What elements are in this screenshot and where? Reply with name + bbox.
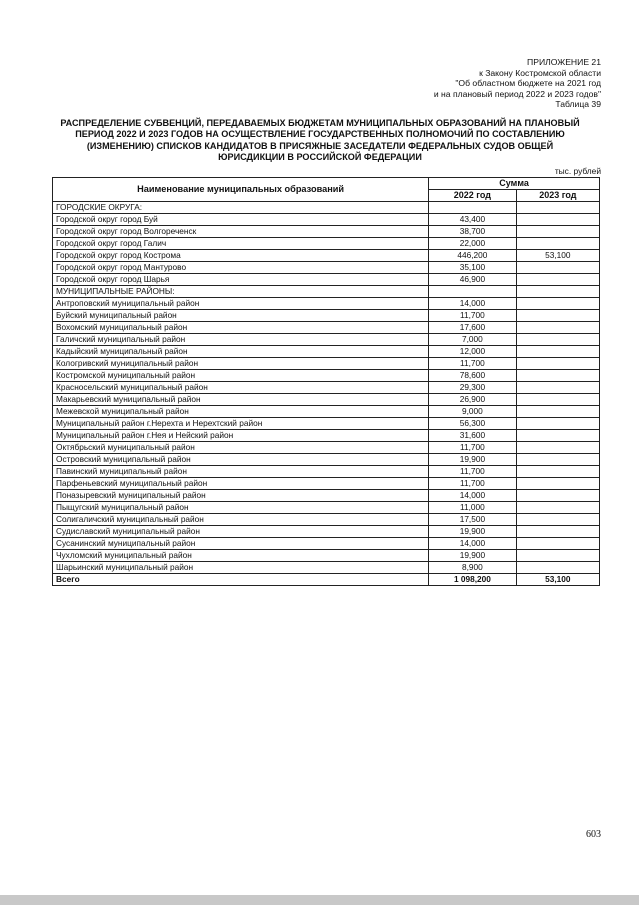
table-row <box>53 442 600 454</box>
column-header-2023: 2023 год <box>516 190 599 202</box>
table-row <box>53 454 600 466</box>
row-2023-cell <box>516 202 599 214</box>
table-row <box>53 490 600 502</box>
table-row <box>53 322 600 334</box>
table-row <box>53 226 600 238</box>
row-2023-cell <box>516 550 599 562</box>
total-2022: 1 098,200 <box>429 574 516 586</box>
row-2023-cell <box>516 430 599 442</box>
row-2022-cell: 11,700 <box>429 310 516 322</box>
table-row <box>53 514 600 526</box>
table-row <box>53 382 600 394</box>
row-2023-cell: 53,100 <box>516 250 599 262</box>
row-2022-cell: 17,600 <box>429 322 516 334</box>
row-2022-cell: 22,000 <box>429 238 516 250</box>
row-name-cell: Павинский муниципальный район <box>53 466 429 478</box>
row-name-cell: Сусанинский муниципальный район <box>53 538 429 550</box>
row-2023-cell <box>516 454 599 466</box>
row-name-cell: Поназыревский муниципальный район <box>53 490 429 502</box>
row-name-cell: Галичский муниципальный район <box>53 334 429 346</box>
total-label: Всего <box>53 574 429 586</box>
row-2023-cell <box>516 226 599 238</box>
subsidy-table <box>52 177 600 586</box>
table-row <box>53 466 600 478</box>
row-name-cell: Островский муниципальный район <box>53 454 429 466</box>
row-2022-cell: 11,700 <box>429 358 516 370</box>
table-row <box>53 562 600 574</box>
table-row <box>53 538 600 550</box>
row-name-cell: Октябрьский муниципальный район <box>53 442 429 454</box>
units-label: тыс. рублей <box>554 166 601 176</box>
row-2023-cell <box>516 382 599 394</box>
row-2023-cell <box>516 514 599 526</box>
table-row <box>53 214 600 226</box>
table-row <box>53 262 600 274</box>
row-2023-cell <box>516 394 599 406</box>
appendix-line-2: к Закону Костромской области <box>479 67 601 78</box>
page-number: 603 <box>586 829 601 840</box>
row-2023-cell <box>516 370 599 382</box>
row-2023-cell <box>516 442 599 454</box>
row-2023-cell <box>516 286 599 298</box>
row-name-cell: Муниципальный район г.Нерехта и Нерехтский район <box>53 418 429 430</box>
row-name-cell: Городской округ город Шарья <box>53 274 429 286</box>
column-header-name: Наименование муниципальных образований <box>53 178 429 202</box>
table-row <box>53 430 600 442</box>
row-name-cell: Городской округ город Кострома <box>53 250 429 262</box>
row-2022-cell: 9,000 <box>429 406 516 418</box>
row-2022-cell: 11,000 <box>429 502 516 514</box>
table-row <box>53 502 600 514</box>
appendix-line-3: "Об областном бюджете на 2021 год <box>455 78 601 89</box>
row-name-cell: Вохомский муниципальный район <box>53 322 429 334</box>
row-name-cell: Кологривский муниципальный район <box>53 358 429 370</box>
table-row <box>53 346 600 358</box>
table-row <box>53 406 600 418</box>
row-2022-cell: 11,700 <box>429 442 516 454</box>
row-2023-cell <box>516 274 599 286</box>
row-2022-cell: 14,000 <box>429 298 516 310</box>
table-row <box>53 370 600 382</box>
row-2023-cell <box>516 526 599 538</box>
document-title: РАСПРЕДЕЛЕНИЕ СУБВЕНЦИЙ, ПЕРЕДАВАЕМЫХ БЮДЖЕТАМ МУНИЦИПАЛЬНЫХ ОБРАЗОВАНИЙ НА ПЛАНОВЫЙ ПЕРИОД 2022 И 2023 ГОДОВ НА ОСУЩЕСТВЛЕНИЕ ГОСУДАРСТВЕННЫХ ПОЛНОМОЧИЙ ПО СОСТАВЛЕНИЮ (ИЗМЕНЕНИЮ) СПИСКОВ КАНДИДАТОВ В ПРИСЯЖНЫЕ ЗАСЕДАТЕЛИ ФЕДЕРАЛЬНЫХ СУДОВ ОБЩЕЙ ЮРИСДИКЦИИ В РОССИЙСКОЙ ФЕДЕРАЦИИ <box>60 118 580 163</box>
scan-bottom-strip <box>0 895 639 905</box>
table-row <box>53 394 600 406</box>
total-2023: 53,100 <box>516 574 599 586</box>
row-name-cell: Муниципальный район г.Нея и Нейский район <box>53 430 429 442</box>
row-2023-cell <box>516 262 599 274</box>
row-2022-cell: 19,900 <box>429 454 516 466</box>
row-name-cell: Макарьевский муниципальный район <box>53 394 429 406</box>
row-2023-cell <box>516 334 599 346</box>
row-2022-cell: 446,200 <box>429 250 516 262</box>
row-name-cell: Чухломский муниципальный район <box>53 550 429 562</box>
row-name-cell: Костромской муниципальный район <box>53 370 429 382</box>
row-2022-cell: 14,000 <box>429 490 516 502</box>
row-2023-cell <box>516 346 599 358</box>
row-2022-cell: 31,600 <box>429 430 516 442</box>
row-2022-cell <box>429 202 516 214</box>
row-2022-cell: 46,900 <box>429 274 516 286</box>
row-name-cell: Городской округ город Буй <box>53 214 429 226</box>
row-2022-cell: 12,000 <box>429 346 516 358</box>
row-2022-cell: 14,000 <box>429 538 516 550</box>
section-row <box>53 286 600 298</box>
row-name-cell: Шарьинский муниципальный район <box>53 562 429 574</box>
row-2022-cell: 56,300 <box>429 418 516 430</box>
row-2023-cell <box>516 322 599 334</box>
row-2022-cell: 38,700 <box>429 226 516 238</box>
row-2023-cell <box>516 538 599 550</box>
row-2022-cell: 19,900 <box>429 526 516 538</box>
table-row <box>53 526 600 538</box>
row-2023-cell <box>516 298 599 310</box>
row-2023-cell <box>516 214 599 226</box>
row-2022-cell: 8,900 <box>429 562 516 574</box>
row-2022-cell: 26,900 <box>429 394 516 406</box>
row-name-cell: Красносельский муниципальный район <box>53 382 429 394</box>
row-name-cell: Городской округ город Волгореченск <box>53 226 429 238</box>
table-row <box>53 310 600 322</box>
table-row <box>53 250 600 262</box>
table-row <box>53 418 600 430</box>
appendix-header <box>281 57 601 110</box>
row-name-cell: Городской округ город Мантурово <box>53 262 429 274</box>
row-2022-cell: 7,000 <box>429 334 516 346</box>
table-row <box>53 274 600 286</box>
row-name-cell: Кадыйский муниципальный район <box>53 346 429 358</box>
row-2023-cell <box>516 310 599 322</box>
row-2022-cell: 19,900 <box>429 550 516 562</box>
row-2023-cell <box>516 238 599 250</box>
row-name-cell: Парфеньевский муниципальный район <box>53 478 429 490</box>
row-2023-cell <box>516 358 599 370</box>
row-2022-cell: 29,300 <box>429 382 516 394</box>
table-row <box>53 298 600 310</box>
row-2023-cell <box>516 478 599 490</box>
row-2022-cell: 78,600 <box>429 370 516 382</box>
row-2023-cell <box>516 406 599 418</box>
row-2022-cell: 11,700 <box>429 478 516 490</box>
table-row <box>53 550 600 562</box>
table-number: Таблица 39 <box>555 99 601 110</box>
total-row <box>53 574 600 586</box>
section-row <box>53 202 600 214</box>
appendix-line-4: и на плановый период 2022 и 2023 годов" <box>433 88 601 99</box>
row-name-cell: МУНИЦИПАЛЬНЫЕ РАЙОНЫ: <box>53 286 429 298</box>
row-name-cell: ГОРОДСКИЕ ОКРУГА: <box>53 202 429 214</box>
row-2023-cell <box>516 490 599 502</box>
table-row <box>53 334 600 346</box>
row-name-cell: Судиславский муниципальный район <box>53 526 429 538</box>
row-2022-cell: 11,700 <box>429 466 516 478</box>
row-2023-cell <box>516 502 599 514</box>
table-body <box>53 202 600 586</box>
row-2022-cell: 17,500 <box>429 514 516 526</box>
column-header-sum: Сумма <box>429 178 600 190</box>
row-name-cell: Солигаличский муниципальный район <box>53 514 429 526</box>
row-name-cell: Пыщугский муниципальный район <box>53 502 429 514</box>
row-2023-cell <box>516 562 599 574</box>
row-2022-cell <box>429 286 516 298</box>
table-row <box>53 478 600 490</box>
row-2022-cell: 35,100 <box>429 262 516 274</box>
row-name-cell: Межевской муниципальный район <box>53 406 429 418</box>
row-name-cell: Антроповский муниципальный район <box>53 298 429 310</box>
row-2023-cell <box>516 418 599 430</box>
column-header-2022: 2022 год <box>429 190 516 202</box>
table-row <box>53 358 600 370</box>
table-row <box>53 238 600 250</box>
row-name-cell: Городской округ город Галич <box>53 238 429 250</box>
row-2023-cell <box>516 466 599 478</box>
row-name-cell: Буйский муниципальный район <box>53 310 429 322</box>
row-2022-cell: 43,400 <box>429 214 516 226</box>
appendix-line-1: ПРИЛОЖЕНИЕ 21 <box>527 57 601 67</box>
